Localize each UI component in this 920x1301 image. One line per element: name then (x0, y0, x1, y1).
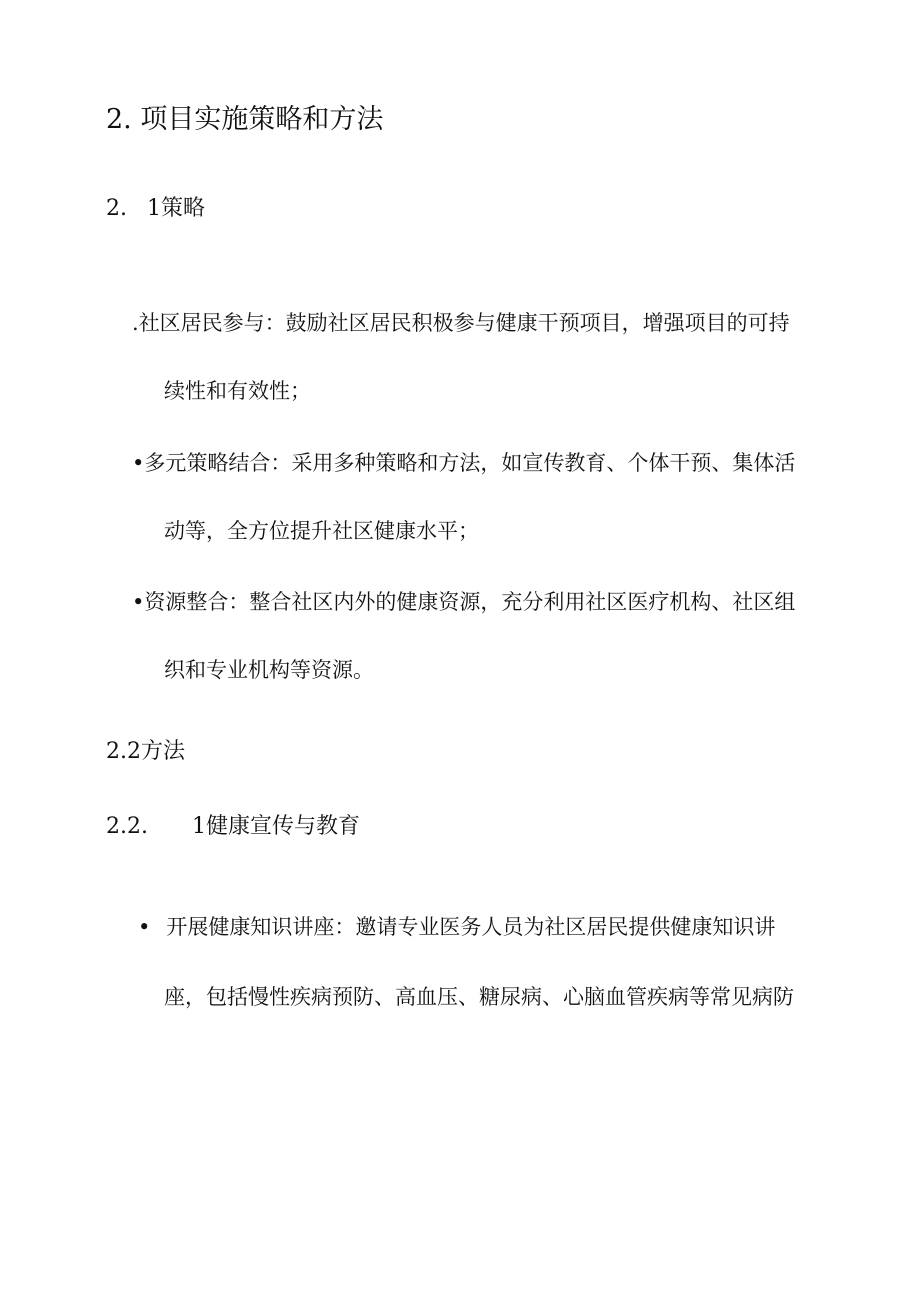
list-item-continuation: 动等，全方位提升社区健康水平； (164, 519, 479, 543)
list-item-continuation: 续性和有效性； (164, 379, 311, 403)
list-item-text: 开展健康知识讲座：邀请专业医务人员为社区居民提供健康知识讲 (166, 915, 776, 939)
list-item (132, 453, 795, 474)
section-title: 1策略 (147, 196, 205, 221)
page-heading: 2. 项目实施策略和方法 (106, 104, 384, 135)
list-item-text: 资源整合：整合社区内外的健康资源，充分利用社区医疗机构、社区组 (144, 590, 796, 614)
section-number: 2. (106, 196, 127, 221)
list-item-text: 多元策略结合：采用多种策略和方法，如宣传教育、个体干预、集体活 (144, 451, 796, 475)
subsection-title: 1健康宣传与教育 (191, 814, 360, 839)
list-item-text: 社区居民参与：鼓励社区居民积极参与健康干预项目，增强项目的可持 (138, 311, 790, 335)
subsection-heading (106, 816, 360, 838)
list-item-continuation: 座，包括慢性疾病预防、高血压、糖尿病、心脑血管疾病等常见病防 (164, 985, 794, 1009)
list-marker: . (132, 311, 139, 335)
section-heading-method: 2.2方法 (106, 739, 185, 764)
bullet-icon: • (132, 451, 145, 475)
bullet-icon: • (132, 590, 145, 614)
list-item (138, 917, 775, 938)
bullet-icon: • (138, 915, 151, 939)
list-item-continuation: 织和专业机构等资源。 (164, 658, 374, 682)
section-heading-strategy (106, 198, 205, 220)
subsection-number: 2.2. (106, 814, 148, 839)
list-item (132, 313, 790, 334)
list-item (132, 592, 795, 613)
